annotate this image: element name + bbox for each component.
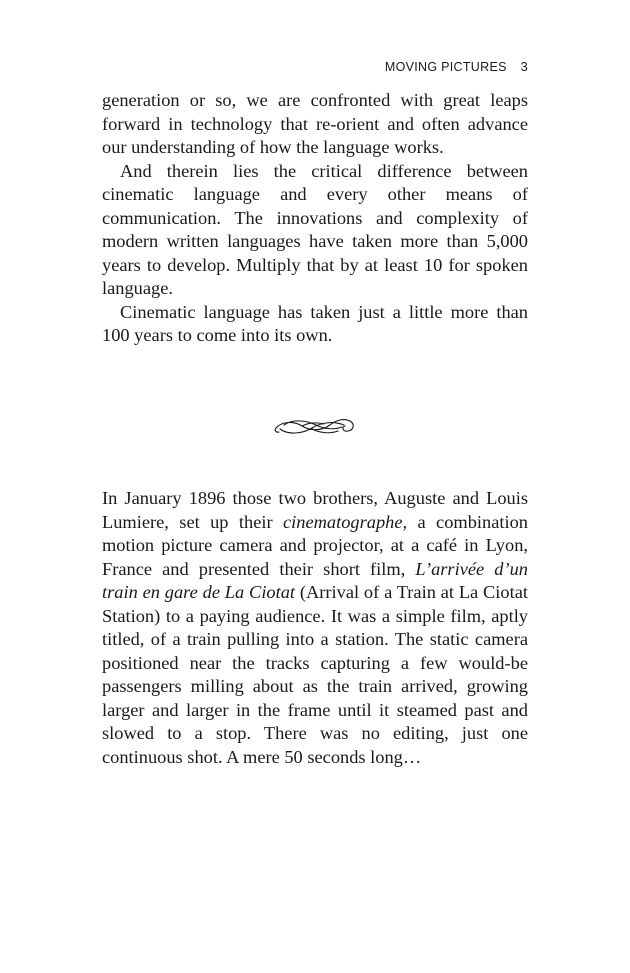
running-head bbox=[385, 60, 528, 74]
lumiere-text-3: (Arrival of a Train at La Ciotat Station) to a paying audience. It was a simple film, aptly titled, of a train pulling into a station. The static camera positioned near the tracks capturing a few would-be passengers milling about as the train arrived, growing larger and larger in the frame until it steamed past and slowed to a stop. There was no editing, just one continuous shot. A mere 50 seconds long… bbox=[102, 582, 528, 767]
paragraph-critical-difference: And therein lies the critical difference between cinematic language and every other means of communication. The innovations and complexity of modern written languages have taken more than 5,000 years to develop. Multiply that by at least 10 for spoken language. bbox=[102, 160, 528, 298]
running-title: MOVING PICTURES bbox=[384, 60, 507, 74]
lumiere-text-2: a combination motion picture camera and projector, at a café in Lyon, France and presented their short film, bbox=[102, 511, 528, 579]
film-title: L’arrivée d’un train en gare de La Ciotat bbox=[102, 558, 528, 602]
top-text-section bbox=[102, 89, 528, 348]
paragraph-continuation: generation or so, we are confronted with great leaps forward in technology that re-orient and often advance our understanding of how the language works. bbox=[102, 90, 528, 157]
paragraph-lumiere bbox=[102, 487, 528, 769]
bottom-text-section bbox=[102, 487, 528, 769]
lumiere-text-1: In January 1896 those two brothers, Auguste and Louis Lumiere, set up their bbox=[102, 488, 528, 532]
cinematographe-term: cinematographe, bbox=[282, 511, 408, 532]
flourish-icon bbox=[272, 412, 358, 440]
page-number: 3 bbox=[520, 60, 528, 74]
section-ornament bbox=[272, 412, 358, 440]
paragraph-cinematic-language: Cinematic language has taken just a little more than 100 years to come into its own. bbox=[102, 301, 528, 345]
